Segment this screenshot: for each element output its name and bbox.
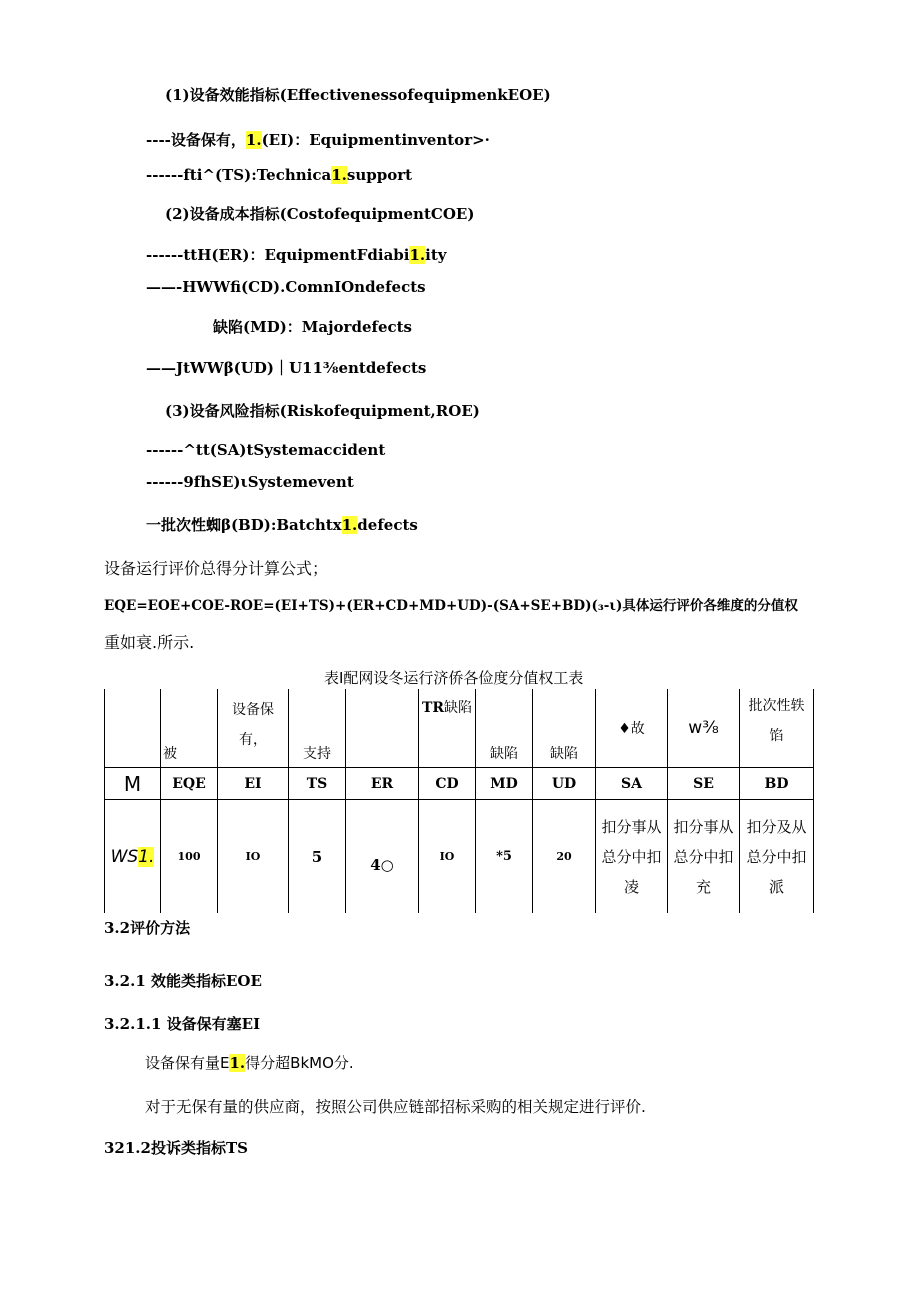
formula-continuation: 重如衰.所示. xyxy=(104,633,195,652)
table-caption: 表I配网设冬运行济侨各俭度分值权工表 xyxy=(324,669,584,687)
section-3-2-1-1: 3.2.1.1 设备保有塞EI xyxy=(104,1015,261,1033)
table-code-row xyxy=(105,768,814,800)
cd-line: ——-HWWfi(CD).ComnIOndefects xyxy=(146,278,426,296)
table-cell: TS xyxy=(289,768,346,800)
table-cell xyxy=(346,689,419,768)
roe-heading: (3)设备风险指标(Riskofequipment,ROE) xyxy=(165,402,480,420)
table-cell: 批次性轶馅 xyxy=(740,689,814,768)
highlight-mark: 1. xyxy=(245,131,262,149)
table-cell: CD xyxy=(419,768,476,800)
section-3-2: 3.2评价方法 xyxy=(104,919,191,937)
coe-heading: (2)设备成本指标(CostofequipmentCOE) xyxy=(165,205,475,223)
table-cell: 扣分事从总分中扣充 xyxy=(668,800,740,914)
highlight-mark: 1. xyxy=(409,246,426,264)
table-cell: EI xyxy=(218,768,289,800)
table-cell: w⅜ xyxy=(668,689,740,768)
table-cell: 4○ xyxy=(346,800,419,914)
ts-line xyxy=(146,166,412,184)
bd-line-suffix: defects xyxy=(357,516,418,534)
ei-score-paragraph xyxy=(145,1052,354,1073)
ei-line-prefix: ----设备保有， xyxy=(146,131,246,149)
table-header-row xyxy=(105,689,814,768)
md-line: 缺陷(MD)：Majordefects xyxy=(213,318,412,336)
section-3-2-1-2: 321.2投诉类指标TS xyxy=(104,1139,248,1157)
table-cell: BD xyxy=(740,768,814,800)
ei-line-suffix: (EI)：Equipmentinventor>· xyxy=(261,131,490,149)
table-cell: M xyxy=(105,768,161,800)
ud-line: ——JtWWβ(UD)｜U11⅜entdefects xyxy=(146,359,427,377)
table-cell: *5 xyxy=(476,800,533,914)
highlight-mark: 1. xyxy=(229,1054,246,1072)
highlight-mark: 1. xyxy=(331,166,347,184)
table-cell: UD xyxy=(533,768,596,800)
table-cell xyxy=(105,689,161,768)
section-3-2-1: 3.2.1 效能类指标EOE xyxy=(104,972,262,990)
table-cell: 设备保有， xyxy=(218,689,289,768)
table-cell: 扣分及从总分中扣派 xyxy=(740,800,814,914)
table-cell: 扣分事从总分中扣凌 xyxy=(596,800,668,914)
formula-intro: 设备运行评价总得分计算公式； xyxy=(104,559,329,578)
table-cell: SE xyxy=(668,768,740,800)
no-inventory-paragraph: 对于无保有量的供应商，按照公司供应链部招标采购的相关规定进行评价. xyxy=(145,1098,646,1116)
highlight-mark: 1. xyxy=(341,516,358,534)
ts-line-prefix: ------fti^(TS):Technica xyxy=(146,166,332,184)
table-cell: TR缺陷 xyxy=(419,689,476,768)
er-line xyxy=(146,244,447,265)
table-cell: EQE xyxy=(161,768,218,800)
table-cell: ER xyxy=(346,768,419,800)
table-cell: 支持 xyxy=(289,689,346,768)
table-cell: 5 xyxy=(289,800,346,914)
table-cell: ♦故 xyxy=(596,689,668,768)
table-cell: 缺陷 xyxy=(476,689,533,768)
table-value-row xyxy=(105,800,814,914)
sa-line: ------^tt(SA)tSystemaccident xyxy=(146,441,386,459)
table-cell: 被 xyxy=(161,689,218,768)
table-cell: 100 xyxy=(161,800,218,914)
table-cell: SA xyxy=(596,768,668,800)
table-cell: WS1. xyxy=(105,800,161,914)
ei-line xyxy=(146,129,490,150)
table-cell: MD xyxy=(476,768,533,800)
highlight-mark: 1. xyxy=(138,846,155,867)
table-cell: 20 xyxy=(533,800,596,914)
table-cell: 缺陷 xyxy=(533,689,596,768)
er-line-prefix: ------ttH(ER)：EquipmentFdiabi xyxy=(146,246,410,264)
er-line-suffix: ity xyxy=(425,246,447,264)
ts-line-suffix: support xyxy=(346,166,413,184)
table-cell: IO xyxy=(218,800,289,914)
score-weight-table xyxy=(104,689,814,913)
eoe-heading: (1)设备效能指标(EffectivenessofequipmenkEOE) xyxy=(165,86,551,104)
ei-score-prefix: 设备保有量E xyxy=(145,1054,230,1072)
bd-line-prefix: 一批次性蜘β(BD):Batchtx xyxy=(146,516,342,534)
bd-line xyxy=(146,514,418,535)
se-line: ------9fhSE)ιSystemevent xyxy=(146,473,354,491)
formula-line: EQE=EOE+COE-ROE=(EI+TS)+(ER+CD+MD+UD)-(SA+SE+BD)(₃-ι)具体运行评价各维度的分值权 xyxy=(104,598,798,614)
ei-score-suffix: 得分超BkMO分. xyxy=(245,1054,354,1072)
table-cell: IO xyxy=(419,800,476,914)
